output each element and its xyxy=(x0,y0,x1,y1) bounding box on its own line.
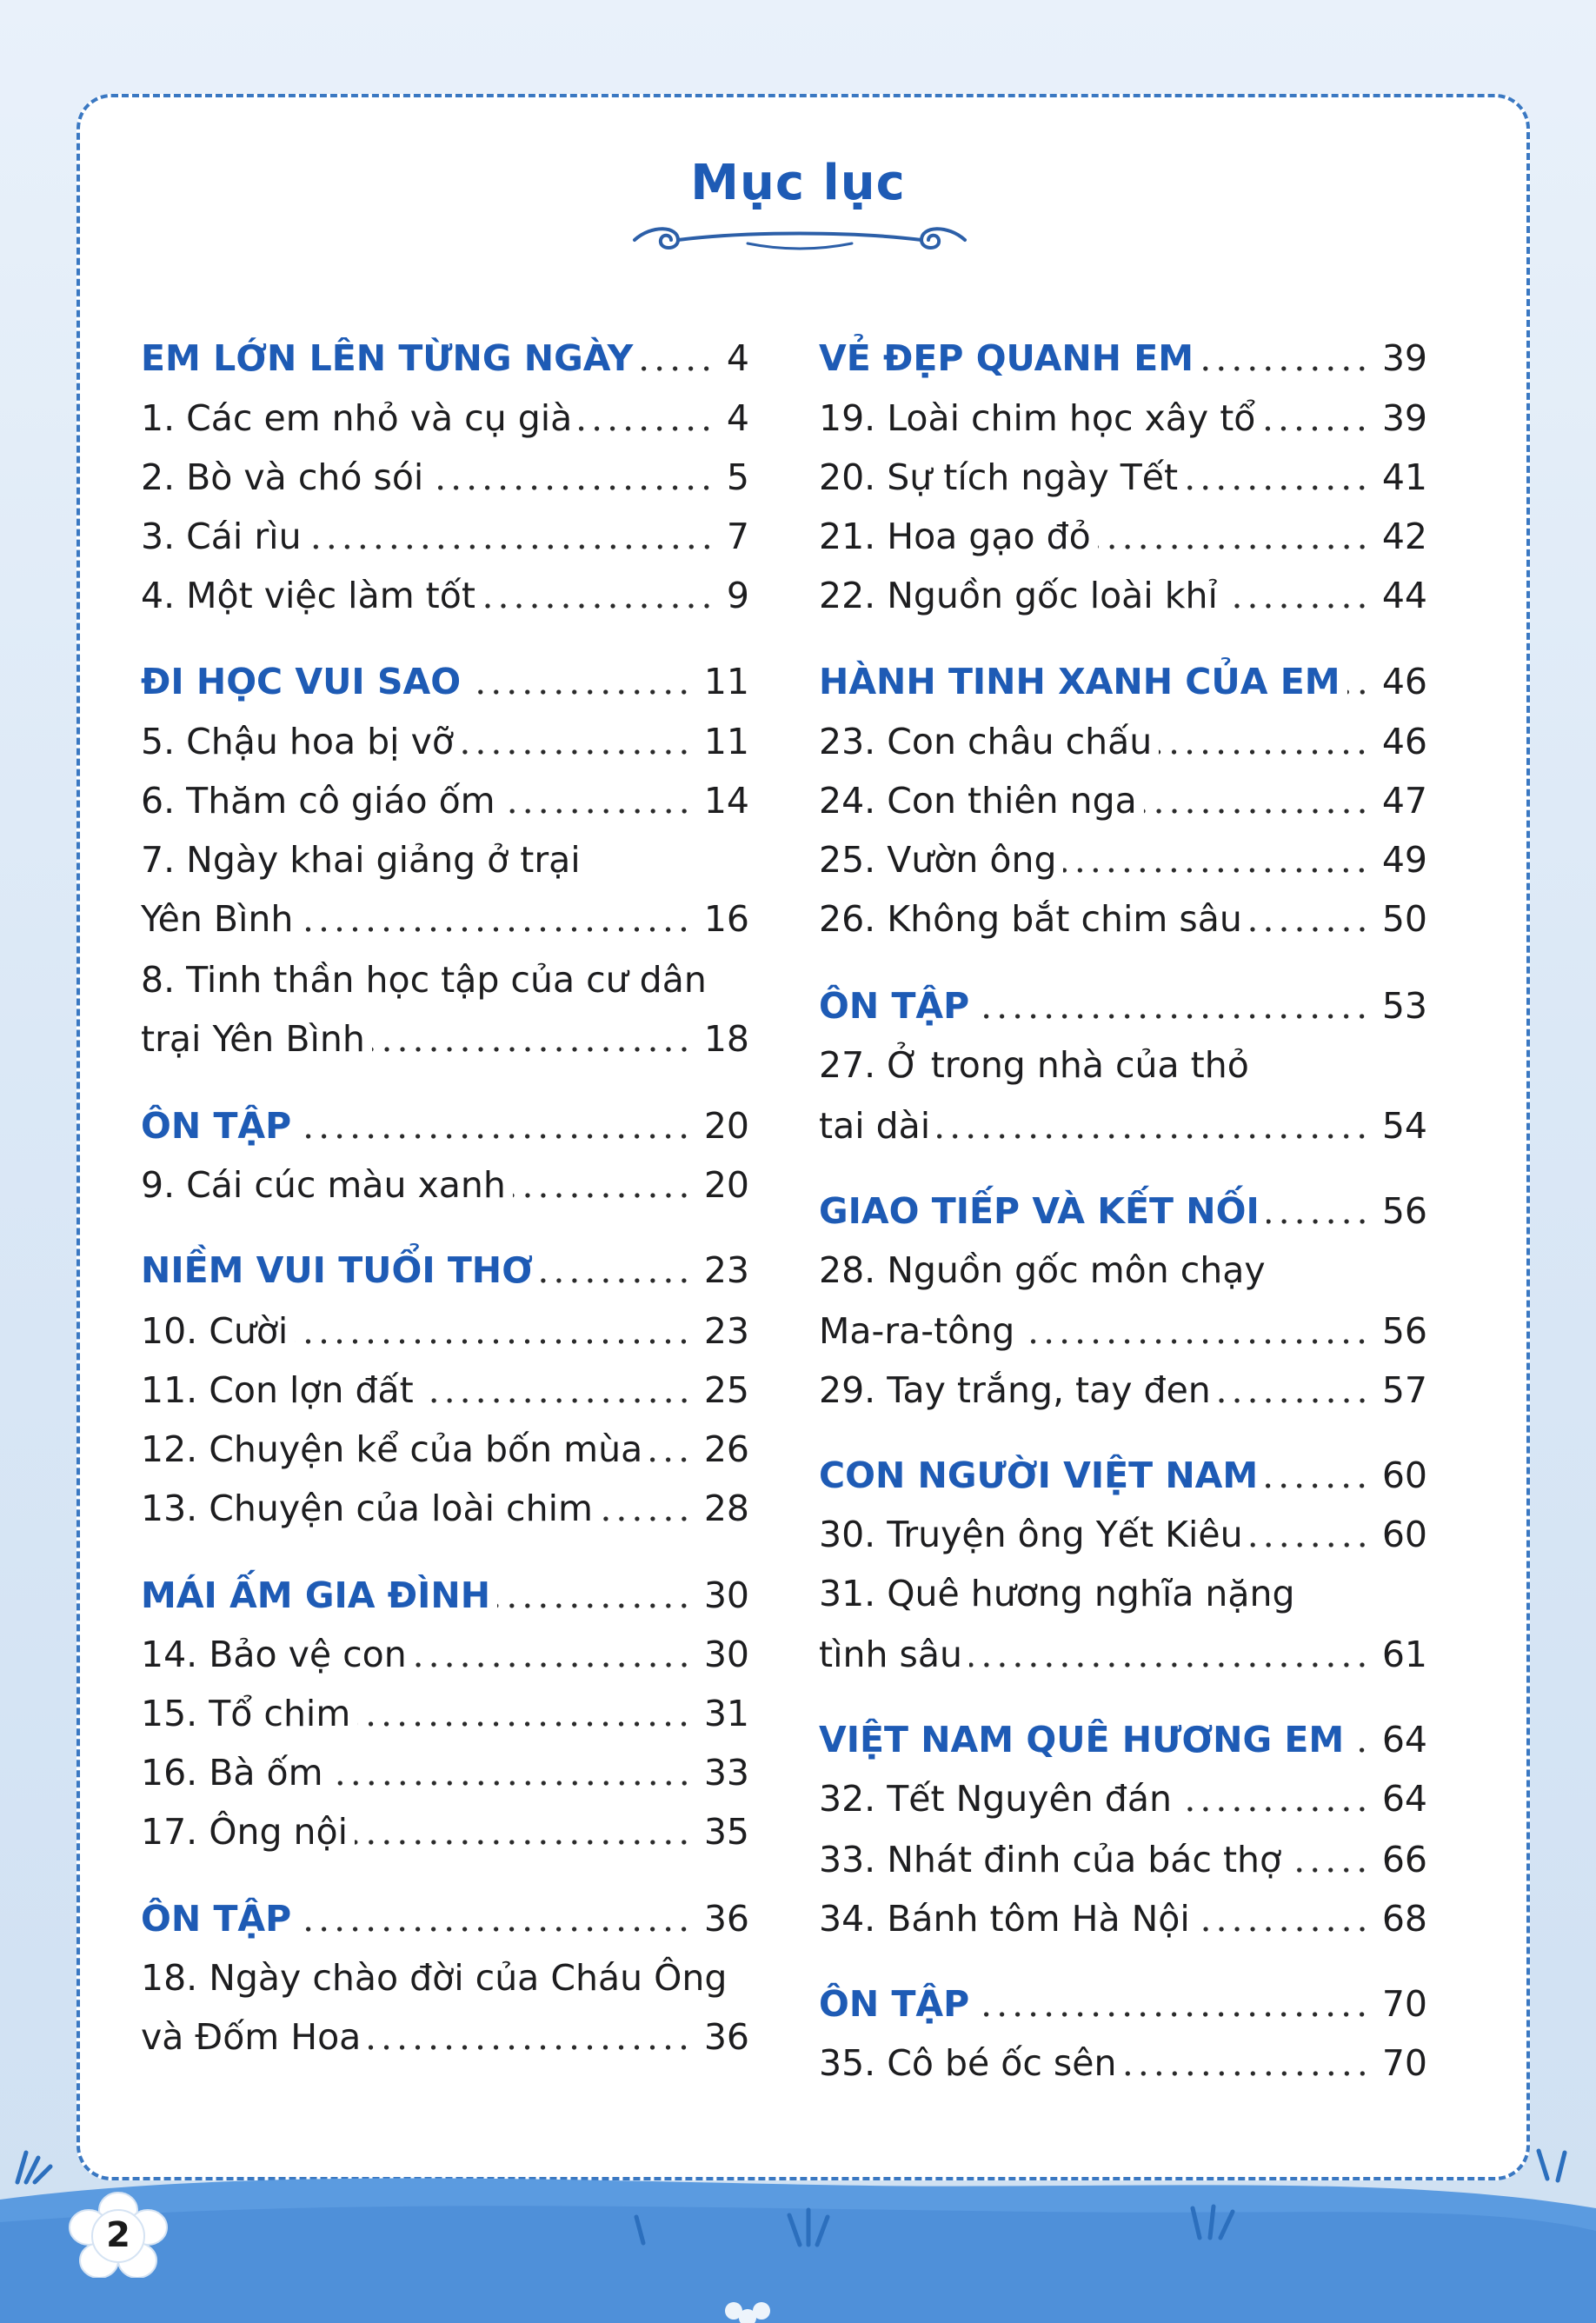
page-ref: 35 xyxy=(703,1811,749,1853)
entry-title: 12. Chuyện kể của bốn mùa xyxy=(141,1428,643,1470)
dot-leader xyxy=(1200,366,1370,371)
entry-title: 14. Bảo vệ con xyxy=(141,1634,407,1675)
page-ref: 46 xyxy=(1381,661,1427,702)
toc-entry[interactable] xyxy=(141,878,749,940)
toc-entry[interactable] xyxy=(141,760,749,822)
toc-entry[interactable] xyxy=(819,2022,1427,2084)
section-title: VIỆT NAM QUÊ HƯƠNG EM xyxy=(819,1719,1345,1761)
toc-section-heading[interactable] xyxy=(141,317,749,379)
toc-entry[interactable] xyxy=(141,1408,749,1468)
page-ref: 70 xyxy=(1381,2042,1427,2084)
toc-entry[interactable] xyxy=(141,1673,749,1732)
dot-leader xyxy=(368,2045,692,2050)
page-ref: 36 xyxy=(703,1898,749,1940)
page-ref: 47 xyxy=(1381,780,1427,822)
entry-title: 27. Ở trong nhà của thỏ xyxy=(819,1044,1249,1086)
toc-section-heading[interactable] xyxy=(819,641,1427,700)
entry-title: 17. Ông nội xyxy=(141,1811,349,1853)
page-ref: 53 xyxy=(1381,985,1427,1027)
toc-section-heading[interactable] xyxy=(819,1170,1427,1232)
dot-leader xyxy=(1249,927,1370,932)
toc-entry[interactable] xyxy=(819,496,1427,555)
page-ref: 30 xyxy=(703,1634,749,1675)
section-title: ÔN TẬP xyxy=(819,1983,970,2025)
toc-entry[interactable] xyxy=(141,1290,749,1352)
page-ref: 30 xyxy=(703,1574,749,1616)
entry-title: 33. Nhát đinh của bác thợ xyxy=(819,1839,1282,1880)
toc-entry[interactable] xyxy=(819,878,1427,940)
page-ref: 64 xyxy=(1381,1778,1427,1820)
dot-leader xyxy=(1185,485,1370,490)
dot-leader xyxy=(1179,1807,1370,1812)
entry-title: 13. Chuyện của loài chim xyxy=(141,1488,593,1529)
page-ref: 61 xyxy=(1381,1634,1427,1675)
toc-entry[interactable] xyxy=(819,1290,1427,1352)
entry-title: và Đốm Hoa xyxy=(141,2016,362,2058)
entry-title: 11. Con lợn đất xyxy=(141,1369,414,1411)
dot-leader xyxy=(1021,1339,1370,1344)
page-ref: 4 xyxy=(726,337,749,379)
dot-leader xyxy=(497,1603,692,1608)
entry-title: trại Yên Bình xyxy=(141,1018,365,1060)
section-title: EM LỚN LÊN TỪNG NGÀY xyxy=(141,337,634,379)
toc-entry[interactable] xyxy=(819,1758,1427,1820)
dot-leader xyxy=(1159,749,1370,755)
entry-title: 9. Cái cúc màu xanh xyxy=(141,1164,506,1206)
page-ref: 42 xyxy=(1381,516,1427,557)
page-ref: 31 xyxy=(703,1693,749,1734)
page-ref: 68 xyxy=(1381,1898,1427,1940)
page-ref: 54 xyxy=(1381,1105,1427,1147)
dot-leader xyxy=(372,1047,692,1052)
entry-title: 24. Con thiên nga xyxy=(819,780,1137,822)
page-ref: 14 xyxy=(703,780,749,822)
entry-title: 25. Vườn ông xyxy=(819,839,1057,881)
dot-leader xyxy=(461,749,692,755)
page-ref: 23 xyxy=(703,1249,749,1291)
toc-entry[interactable] xyxy=(819,1553,1427,1612)
toc-entry[interactable] xyxy=(819,1024,1427,1086)
dot-leader xyxy=(1144,809,1370,814)
section-title: ÔN TẬP xyxy=(819,985,970,1027)
toc-entry[interactable] xyxy=(819,1614,1427,1673)
section-title: VẺ ĐẸP QUANH EM xyxy=(819,337,1194,379)
section-title: ĐI HỌC VUI SAO xyxy=(141,661,462,702)
page-ref: 11 xyxy=(703,661,749,702)
dot-leader xyxy=(513,1193,692,1198)
entry-title: 16. Bà ốm xyxy=(141,1752,323,1794)
toc-entry[interactable] xyxy=(819,1085,1427,1147)
dot-leader xyxy=(1225,603,1370,609)
page-ref: 50 xyxy=(1381,898,1427,940)
dot-leader xyxy=(1267,1219,1370,1224)
toc-section-heading[interactable] xyxy=(819,965,1427,1027)
toc-entry[interactable] xyxy=(819,377,1427,439)
toc-entry[interactable] xyxy=(819,760,1427,822)
grass-ground-decoration xyxy=(0,2147,1596,2323)
entry-title: 34. Bánh tôm Hà Nội xyxy=(819,1898,1190,1940)
toc-entry[interactable] xyxy=(819,701,1427,760)
dot-leader xyxy=(1218,1398,1370,1403)
entry-title: 30. Truyện ông Yết Kiêu xyxy=(819,1514,1243,1555)
entry-title: 7. Ngày khai giảng ở trại xyxy=(141,839,581,881)
dot-leader xyxy=(540,1278,692,1283)
dot-leader xyxy=(976,1014,1370,1019)
toc-entry[interactable] xyxy=(819,1349,1427,1411)
page-ref: 56 xyxy=(1381,1310,1427,1352)
dot-leader xyxy=(468,689,692,695)
dot-leader xyxy=(1351,1747,1370,1753)
toc-entry[interactable] xyxy=(141,1937,749,1999)
entry-title: 15. Tổ chim xyxy=(141,1693,351,1734)
toc-section-heading[interactable] xyxy=(819,1963,1427,2025)
page-ref: 5 xyxy=(726,456,749,498)
page-ref: 26 xyxy=(703,1428,749,1470)
toc-section-heading[interactable] xyxy=(819,1434,1427,1494)
entry-title: Yên Bình xyxy=(141,898,294,940)
entry-title: 10. Cười xyxy=(141,1310,289,1352)
page-number: 2 xyxy=(106,2215,130,2255)
dot-leader xyxy=(298,1134,692,1139)
toc-entry[interactable] xyxy=(819,1494,1427,1553)
toc-entry[interactable] xyxy=(141,1996,749,2058)
entry-title: 5. Chậu hoa bị vỡ xyxy=(141,721,454,762)
entry-title: 8. Tinh thần học tập của cư dân xyxy=(141,959,707,1001)
page-ref: 36 xyxy=(703,2016,749,2058)
page-ref: 49 xyxy=(1381,839,1427,881)
dot-leader xyxy=(1262,426,1369,431)
entry-title: 29. Tay trắng, tay đen xyxy=(819,1369,1211,1411)
toc-section-heading[interactable] xyxy=(141,1085,749,1147)
page-ref: 23 xyxy=(703,1310,749,1352)
dot-leader xyxy=(1098,544,1370,549)
entry-title: 3. Cái rìu xyxy=(141,516,302,557)
entry-title: 32. Tết Nguyên đán xyxy=(819,1778,1172,1820)
page-ref: 60 xyxy=(1381,1454,1427,1496)
page-ref: 60 xyxy=(1381,1514,1427,1555)
toc-entry[interactable] xyxy=(819,1878,1427,1940)
entry-title: 1. Các em nhỏ và cụ già xyxy=(141,397,573,439)
toc-entry[interactable] xyxy=(141,1468,749,1527)
toc-entry[interactable] xyxy=(141,377,749,439)
entry-title: tình sâu xyxy=(819,1634,962,1675)
entry-title: 26. Không bắt chim sâu xyxy=(819,898,1242,940)
entry-title: 28. Nguồn gốc môn chạy xyxy=(819,1249,1266,1291)
toc-entry[interactable] xyxy=(141,1349,749,1411)
page-ref: 70 xyxy=(1381,1983,1427,2025)
dot-leader xyxy=(937,1134,1370,1139)
toc-entry[interactable] xyxy=(141,1791,749,1853)
toc-entry[interactable] xyxy=(141,1732,749,1794)
entry-title: 35. Cô bé ốc sên xyxy=(819,2042,1117,2084)
toc-entry[interactable] xyxy=(819,555,1427,614)
entry-title: 20. Sự tích ngày Tết xyxy=(819,456,1179,498)
dot-leader xyxy=(1063,868,1369,873)
dot-leader xyxy=(330,1781,692,1786)
section-title: NIỀM VUI TUỔI THƠ xyxy=(141,1249,533,1291)
dot-leader xyxy=(430,485,715,490)
page-ref: 56 xyxy=(1381,1190,1427,1232)
page-ref: 28 xyxy=(703,1488,749,1529)
toc-entry[interactable] xyxy=(819,436,1427,496)
toc-entry[interactable] xyxy=(141,1144,749,1206)
page-ref: 66 xyxy=(1381,1839,1427,1880)
dot-leader xyxy=(600,1516,692,1521)
entry-title: 22. Nguồn gốc loài khỉ xyxy=(819,575,1218,616)
entry-title: 2. Bò và chó sói xyxy=(141,456,424,498)
dot-leader xyxy=(300,927,691,932)
dot-leader xyxy=(1265,1483,1370,1488)
toc-section-heading[interactable] xyxy=(141,1229,749,1291)
dot-leader xyxy=(421,1398,692,1403)
toc-entry[interactable] xyxy=(141,555,749,614)
page-ref: 20 xyxy=(703,1105,749,1147)
entry-title: 6. Thăm cô giáo ốm xyxy=(141,780,495,822)
page-ref: 57 xyxy=(1381,1369,1427,1411)
page-ref: 18 xyxy=(703,1018,749,1060)
toc-entry[interactable] xyxy=(819,819,1427,881)
dot-leader xyxy=(355,1840,692,1845)
dot-leader xyxy=(482,603,715,609)
entry-title: 21. Hoa gạo đỏ xyxy=(819,516,1091,557)
page-ref: 33 xyxy=(703,1752,749,1794)
page-title: Mục lục xyxy=(690,155,906,211)
toc-entry[interactable] xyxy=(819,1229,1427,1291)
dot-leader xyxy=(976,2012,1370,2017)
toc-entry[interactable] xyxy=(141,436,749,496)
toc-entry[interactable] xyxy=(141,819,749,881)
dot-leader xyxy=(309,544,715,549)
page-ref: 9 xyxy=(726,575,749,616)
dot-leader xyxy=(1288,1867,1370,1873)
dot-leader xyxy=(1347,689,1370,695)
toc-entry[interactable] xyxy=(141,701,749,760)
section-title: ÔN TẬP xyxy=(141,1105,292,1147)
page-ref: 39 xyxy=(1381,397,1427,439)
entry-title: 4. Một việc làm tốt xyxy=(141,575,475,616)
page-ref: 7 xyxy=(726,516,749,557)
dot-leader xyxy=(298,1927,692,1932)
page-ref: 41 xyxy=(1381,456,1427,498)
page-ref: 11 xyxy=(703,721,749,762)
dot-leader xyxy=(579,426,715,431)
dot-leader xyxy=(1250,1542,1370,1548)
page-number-badge xyxy=(66,2191,170,2278)
page-ref: 4 xyxy=(726,397,749,439)
entry-title: 19. Loài chim học xây tổ xyxy=(819,397,1256,439)
toc-section-heading[interactable] xyxy=(819,1699,1427,1761)
toc-section-heading[interactable] xyxy=(141,1554,749,1614)
dot-leader xyxy=(502,809,692,814)
section-title: HÀNH TINH XANH CỦA EM xyxy=(819,661,1340,702)
page-ref: 39 xyxy=(1381,337,1427,379)
entry-title: tai dài xyxy=(819,1105,931,1147)
section-title: CON NGƯỜI VIỆT NAM xyxy=(819,1454,1259,1496)
toc-section-heading[interactable] xyxy=(141,641,749,700)
toc-entry[interactable] xyxy=(141,496,749,555)
dot-leader xyxy=(357,1721,692,1727)
dot-leader xyxy=(1124,2071,1370,2076)
dot-leader xyxy=(295,1339,692,1344)
toc-section-heading[interactable] xyxy=(141,1878,749,1940)
toc-section-heading[interactable] xyxy=(819,317,1427,379)
page-ref: 46 xyxy=(1381,721,1427,762)
entry-title: 18. Ngày chào đời của Cháu Ông xyxy=(141,1957,728,1999)
section-title: GIAO TIẾP VÀ KẾT NỐI xyxy=(819,1190,1260,1232)
page-ref: 44 xyxy=(1381,575,1427,616)
page-ref: 64 xyxy=(1381,1719,1427,1761)
entry-title: Ma-ra-tông xyxy=(819,1310,1015,1352)
page-ref: 16 xyxy=(703,898,749,940)
entry-title: 23. Con châu chấu xyxy=(819,721,1153,762)
dot-leader xyxy=(414,1662,692,1667)
page-ref: 20 xyxy=(703,1164,749,1206)
dot-leader xyxy=(1197,1927,1370,1932)
dot-leader xyxy=(649,1457,692,1462)
section-title: MÁI ẤM GIA ĐÌNH xyxy=(141,1574,491,1616)
dot-leader xyxy=(640,366,715,371)
toc-entry[interactable] xyxy=(141,939,749,1001)
toc-entry[interactable] xyxy=(141,998,749,1060)
dot-leader xyxy=(969,1662,1370,1667)
toc-entry[interactable] xyxy=(141,1614,749,1673)
toc-entry[interactable] xyxy=(819,1819,1427,1878)
section-title: ÔN TẬP xyxy=(141,1898,292,1940)
page-ref: 25 xyxy=(703,1369,749,1411)
title-flourish-ornament xyxy=(617,219,982,257)
entry-title: 31. Quê hương nghĩa nặng xyxy=(819,1573,1295,1614)
